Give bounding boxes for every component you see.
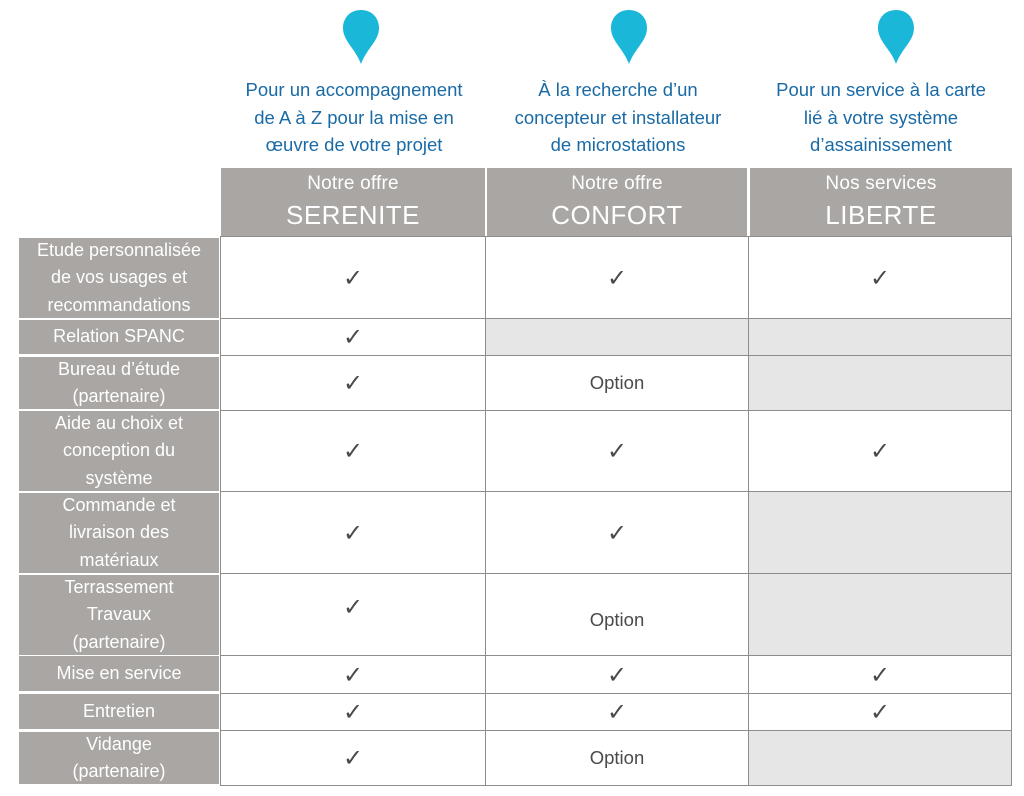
table-cell bbox=[485, 730, 749, 786]
row-label: Relation SPANC bbox=[19, 320, 219, 354]
option-label: Option bbox=[589, 608, 645, 630]
table-cell bbox=[220, 693, 486, 731]
row-label: Etude personnalisée de vos usages et recommandations bbox=[19, 238, 219, 318]
table-cell bbox=[220, 318, 486, 356]
row-label: Commande et livraison des matériaux bbox=[19, 493, 219, 573]
table-cell-empty bbox=[748, 573, 1012, 656]
table-cell bbox=[748, 693, 1012, 731]
table-cell bbox=[220, 655, 486, 694]
offer-kicker: Notre offre bbox=[571, 173, 663, 194]
table-cell bbox=[220, 410, 486, 492]
checkmark-icon: ✓ bbox=[342, 323, 364, 351]
checkmark-icon: ✓ bbox=[606, 263, 628, 292]
offer-liberte-intro: Pour un service à la carte lié à votre système d’assainissement bbox=[776, 79, 986, 155]
offer-confort-intro: À la recherche d’un concepteur et installateur de microstations bbox=[514, 79, 722, 155]
row-label: Aide au choix et conception du système bbox=[19, 411, 219, 491]
checkmark-icon: ✓ bbox=[869, 660, 891, 689]
checkmark-icon: ✓ bbox=[342, 518, 364, 547]
table-cell-empty bbox=[748, 491, 1012, 574]
table-cell bbox=[748, 655, 1012, 694]
checkmark-icon: ✓ bbox=[606, 698, 628, 726]
table-cell bbox=[485, 573, 749, 656]
table-cell bbox=[220, 730, 486, 786]
checkmark-icon: ✓ bbox=[869, 698, 891, 726]
option-label: Option bbox=[589, 372, 645, 393]
table-cell bbox=[748, 410, 1012, 492]
checkmark-icon: ✓ bbox=[869, 263, 891, 292]
offer-kicker: Notre offre bbox=[307, 173, 399, 194]
table-cell bbox=[485, 410, 749, 492]
table-cell-empty bbox=[748, 730, 1012, 786]
checkmark-icon: ✓ bbox=[342, 592, 364, 621]
checkmark-icon: ✓ bbox=[342, 369, 364, 397]
offer-liberte-header bbox=[750, 168, 1012, 236]
row-label: Mise en service bbox=[19, 656, 219, 691]
location-pin-icon bbox=[609, 8, 649, 66]
offer-serenite-header bbox=[221, 168, 485, 236]
offer-name: SERENITE bbox=[285, 200, 421, 230]
location-pin-icon bbox=[876, 8, 916, 66]
table-cell bbox=[485, 655, 749, 694]
checkmark-icon: ✓ bbox=[342, 744, 364, 772]
table-cell bbox=[485, 355, 749, 411]
offer-serenite-intro: Pour un accompagnement de A à Z pour la mise en œuvre de votre projet bbox=[245, 79, 463, 155]
row-label: Entretien bbox=[19, 694, 219, 729]
checkmark-icon: ✓ bbox=[606, 437, 628, 465]
table-cell bbox=[748, 236, 1012, 319]
table-cell-empty bbox=[485, 318, 749, 356]
location-pin-icon bbox=[341, 8, 381, 66]
table-cell bbox=[220, 573, 486, 656]
checkmark-icon: ✓ bbox=[342, 263, 364, 292]
table-cell bbox=[485, 491, 749, 574]
checkmark-icon: ✓ bbox=[606, 660, 628, 689]
table-cell-empty bbox=[748, 318, 1012, 356]
checkmark-icon: ✓ bbox=[869, 437, 891, 465]
offer-kicker: Nos services bbox=[825, 173, 937, 194]
row-label: Bureau d’étude (partenaire) bbox=[19, 357, 219, 409]
offer-name: LIBERTE bbox=[825, 200, 937, 230]
checkmark-icon: ✓ bbox=[606, 518, 628, 547]
row-label: Terrassement Travaux (partenaire) bbox=[19, 575, 219, 655]
checkmark-icon: ✓ bbox=[342, 437, 364, 465]
row-label: Vidange (partenaire) bbox=[19, 732, 219, 784]
table-cell bbox=[485, 693, 749, 731]
table-cell bbox=[220, 236, 486, 319]
checkmark-icon: ✓ bbox=[342, 698, 364, 726]
checkmark-icon: ✓ bbox=[342, 660, 364, 689]
table-cell bbox=[220, 355, 486, 411]
offer-name: CONFORT bbox=[551, 200, 683, 230]
offer-confort-header bbox=[487, 168, 747, 236]
option-label: Option bbox=[589, 747, 645, 768]
table-cell bbox=[485, 236, 749, 319]
table-cell-empty bbox=[748, 355, 1012, 411]
table-cell bbox=[220, 491, 486, 574]
